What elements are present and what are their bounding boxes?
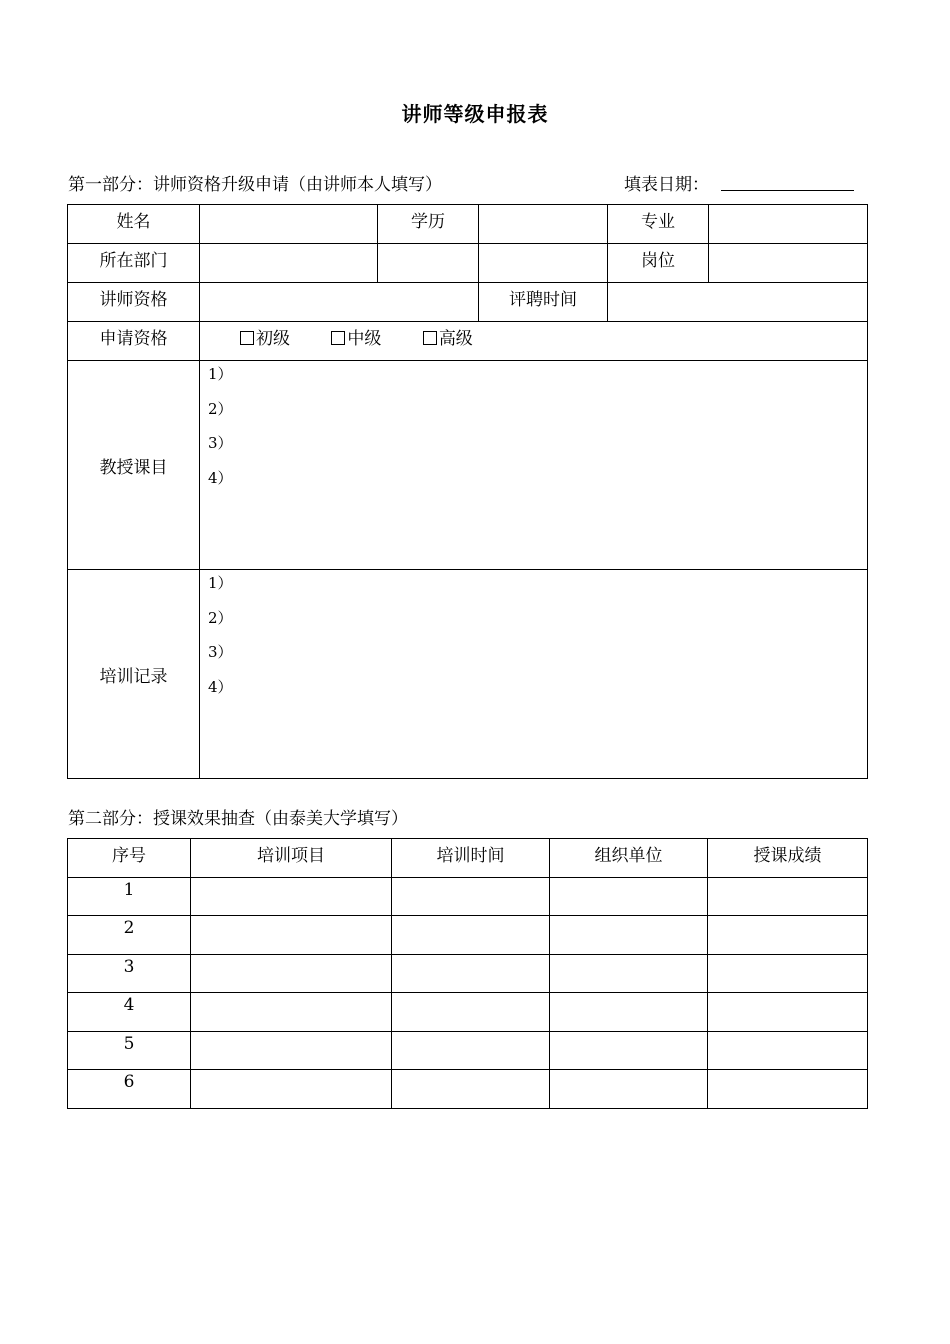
education-label: 学历: [378, 205, 479, 244]
course-item: 1）: [208, 365, 233, 383]
page-title: 讲师等级申报表: [401, 102, 549, 126]
training-label: 培训记录: [68, 570, 200, 779]
project-cell[interactable]: [191, 993, 392, 1032]
training-item: 4）: [208, 677, 233, 696]
time-cell[interactable]: [392, 1070, 550, 1109]
position-label: 岗位: [608, 244, 709, 283]
department-field-c[interactable]: [479, 244, 608, 283]
course-item: 4）: [208, 468, 233, 487]
score-cell[interactable]: [708, 916, 868, 955]
date-input-line[interactable]: [721, 190, 854, 191]
qualification-label: 讲师资格: [68, 283, 200, 322]
education-field[interactable]: [479, 205, 608, 244]
score-cell[interactable]: [708, 1070, 868, 1109]
score-cell[interactable]: [708, 1031, 868, 1070]
section-2-label: 第二部分：授课效果抽查（由泰美大学填写）: [68, 809, 408, 829]
score-cell[interactable]: [708, 954, 868, 993]
checkbox[interactable]: [423, 331, 437, 345]
department-field-a[interactable]: [200, 244, 378, 283]
project-cell[interactable]: [191, 1031, 392, 1070]
project-cell[interactable]: [191, 916, 392, 955]
section-1-label: 第一部分：讲师资格升级申请（由讲师本人填写）: [68, 175, 442, 195]
header-index: 序号: [68, 839, 191, 878]
header-score: 授课成绩: [708, 839, 868, 878]
table-row: [68, 916, 868, 955]
training-field[interactable]: [200, 570, 868, 779]
department-field-b[interactable]: [378, 244, 479, 283]
appoint-time-label: 评聘时间: [479, 283, 608, 322]
training-item: 3）: [208, 643, 233, 661]
courses-field[interactable]: [200, 361, 868, 570]
table-row: [68, 954, 868, 993]
courses-label: 教授课目: [68, 361, 200, 570]
row-index: 2: [68, 916, 191, 955]
name-label: 姓名: [68, 205, 200, 244]
course-item: 2）: [208, 399, 233, 418]
organizer-cell[interactable]: [550, 877, 708, 916]
department-label: 所在部门: [68, 244, 200, 283]
row-index: 4: [68, 993, 191, 1032]
level-options: [200, 322, 868, 361]
project-cell[interactable]: [191, 877, 392, 916]
time-cell[interactable]: [392, 877, 550, 916]
apply-qualification-label: 申请资格: [68, 322, 200, 361]
training-item: 1）: [208, 574, 233, 592]
checkbox[interactable]: [331, 331, 345, 345]
level-option-senior[interactable]: 高级: [423, 324, 473, 349]
organizer-cell[interactable]: [550, 1070, 708, 1109]
project-cell[interactable]: [191, 954, 392, 993]
name-field[interactable]: [200, 205, 378, 244]
checkbox[interactable]: [240, 331, 254, 345]
qualification-field[interactable]: [200, 283, 479, 322]
table-row: [68, 1070, 868, 1109]
training-item: 2）: [208, 608, 233, 627]
time-cell[interactable]: [392, 954, 550, 993]
time-cell[interactable]: [392, 993, 550, 1032]
level-option-junior[interactable]: 初级: [240, 324, 290, 349]
major-label: 专业: [608, 205, 709, 244]
position-field[interactable]: [709, 244, 868, 283]
level-option-intermediate[interactable]: 中级: [331, 324, 381, 349]
score-cell[interactable]: [708, 877, 868, 916]
major-field[interactable]: [709, 205, 868, 244]
table-row: [68, 1031, 868, 1070]
table-row: [68, 993, 868, 1032]
header-time: 培训时间: [392, 839, 550, 878]
header-organizer: 组织单位: [550, 839, 708, 878]
time-cell[interactable]: [392, 916, 550, 955]
project-cell[interactable]: [191, 1070, 392, 1109]
organizer-cell[interactable]: [550, 954, 708, 993]
row-index: 6: [68, 1070, 191, 1109]
score-cell[interactable]: [708, 993, 868, 1032]
row-index: 1: [68, 877, 191, 916]
row-index: 3: [68, 954, 191, 993]
date-label: 填表日期：: [624, 175, 709, 195]
time-cell[interactable]: [392, 1031, 550, 1070]
header-project: 培训项目: [191, 839, 392, 878]
appoint-time-field[interactable]: [608, 283, 868, 322]
application-table: [67, 204, 868, 779]
table-row: [68, 877, 868, 916]
evaluation-table: [67, 838, 868, 1109]
row-index: 5: [68, 1031, 191, 1070]
organizer-cell[interactable]: [550, 916, 708, 955]
organizer-cell[interactable]: [550, 1031, 708, 1070]
course-item: 3）: [208, 434, 233, 452]
organizer-cell[interactable]: [550, 993, 708, 1032]
